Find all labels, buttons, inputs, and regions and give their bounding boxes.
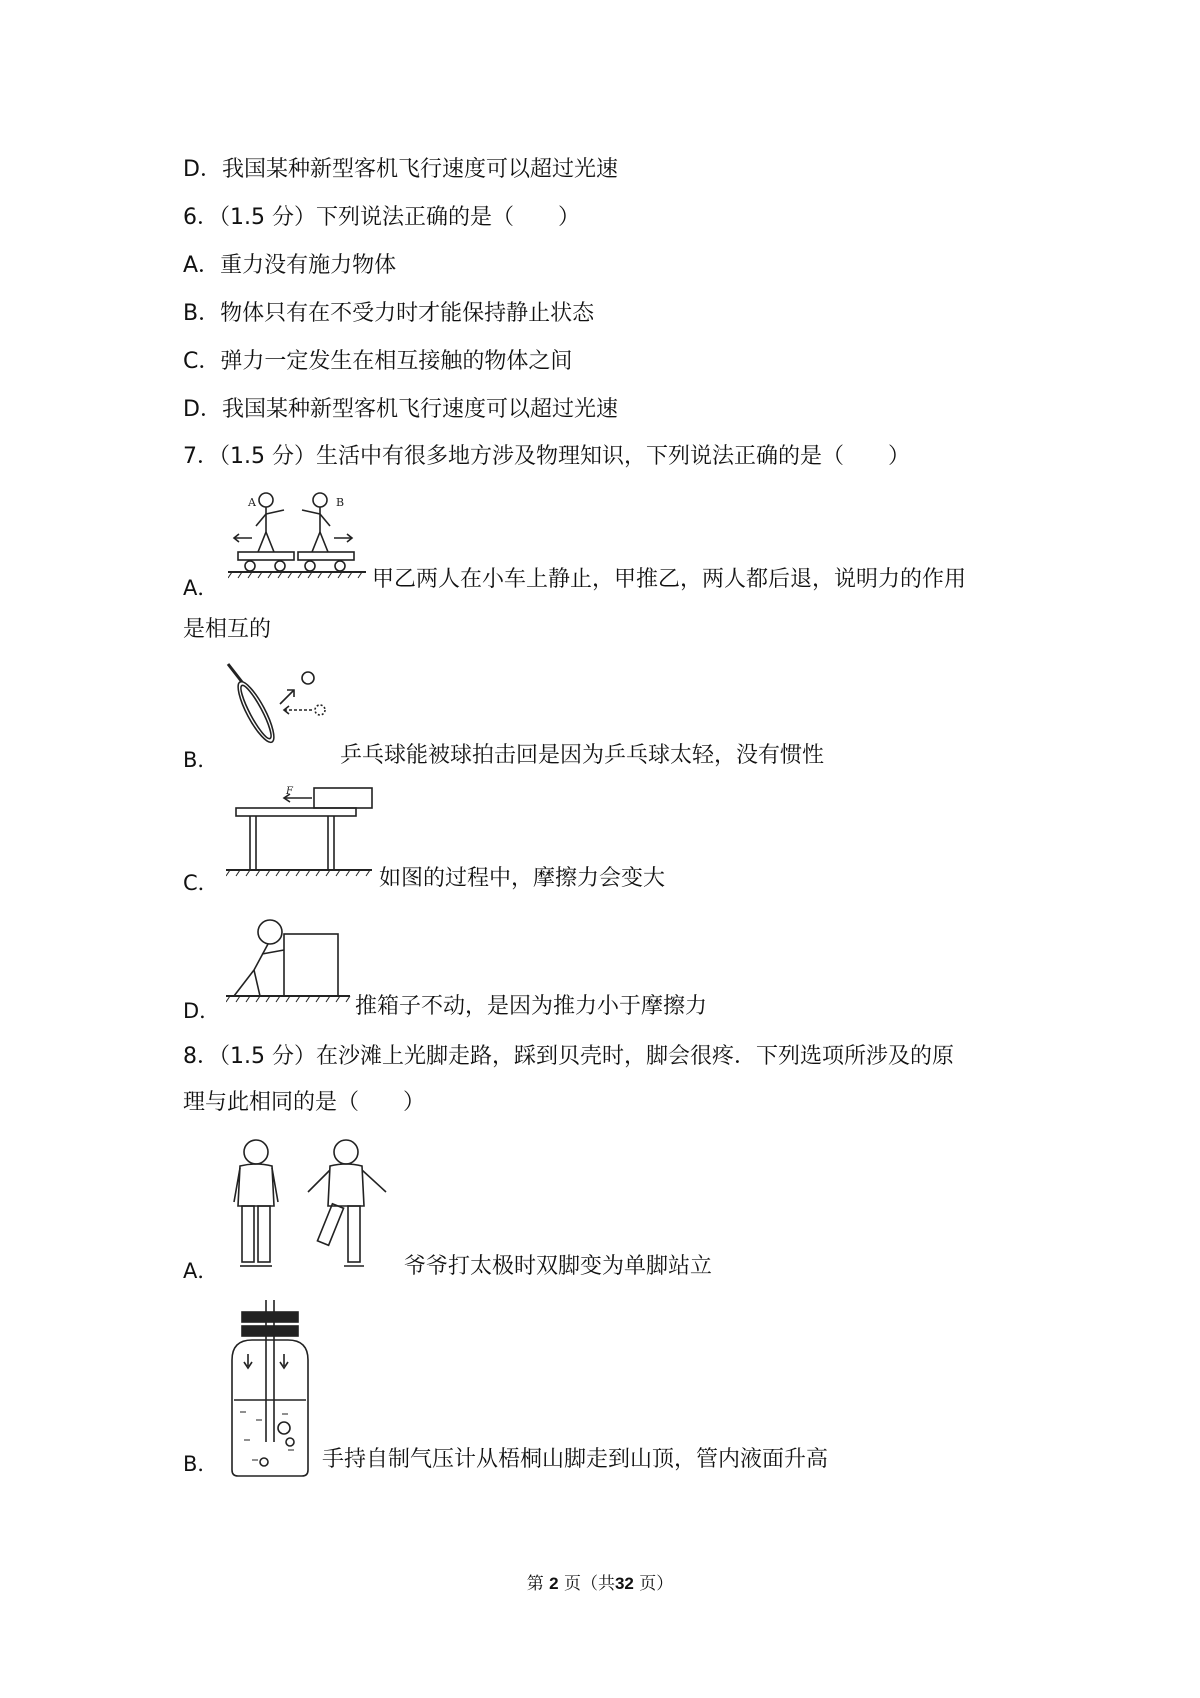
option-text: 重力没有施力物体 (220, 253, 397, 278)
page-footer (0, 1569, 1200, 1594)
question-8-stem: 8．（1.5 分）在沙滩上光脚走路，踩到贝壳时，脚会很疼．下列选项所涉及的原 (183, 1044, 954, 1069)
q8-option-a-text: 爷爷打太极时双脚变为单脚站立 (404, 1254, 713, 1279)
q6-option-b (183, 299, 594, 329)
q7-option-a-text: 甲乙两人在小车上静止，甲推乙，两人都后退，说明力的作用 (372, 567, 967, 592)
figure-barometer (224, 1300, 324, 1482)
option-label: D． (183, 397, 222, 422)
option-text: 我国某种新型客机飞行速度可以超过光速 (221, 397, 618, 422)
question-7-stem: 7．（1.5 分）生活中有很多地方涉及物理知识，下列说法正确的是（ ） (183, 444, 910, 469)
option-label: B． (183, 301, 221, 326)
figure-label-a: A (248, 496, 256, 509)
footer-total-pages: 32 (614, 1574, 634, 1593)
q7-option-d-label: D． (183, 999, 221, 1023)
footer-mid: 页（共 (563, 1574, 615, 1594)
force-label: F (286, 786, 293, 797)
q7-option-b-text: 乒乓球能被球拍击回是因为乒乓球太轻，没有惯性 (340, 743, 825, 768)
option-text: 物体只有在不受力时才能保持静止状态 (220, 301, 595, 326)
figure-table-box (226, 786, 376, 882)
question-6-stem: 6．（1.5 分）下列说法正确的是（ ） (183, 205, 580, 230)
option-text: 弹力一定发生在相互接触的物体之间 (220, 349, 573, 374)
prev-option-d (183, 155, 618, 185)
figure-paddle-ball (220, 660, 340, 756)
figure-tai-chi (226, 1136, 406, 1272)
q7-option-d-text: 推箱子不动，是因为推力小于摩擦力 (355, 994, 708, 1019)
footer-pre: 第 (526, 1574, 544, 1594)
q8-option-b-text: 手持自制气压计从梧桐山脚走到山顶，管内液面升高 (322, 1447, 829, 1472)
option-label: C． (183, 349, 221, 374)
option-text: 我国某种新型客机飞行速度可以超过光速 (221, 157, 618, 182)
option-label: A． (183, 253, 221, 278)
figure-label-b: B (336, 496, 345, 509)
q8-option-a-label: A． (183, 1259, 219, 1283)
q7-option-c-label: C． (183, 871, 219, 895)
q6-option-d (183, 395, 618, 425)
q7-option-b-label: B． (183, 748, 219, 772)
figure-carts-push (228, 486, 368, 586)
footer-post: 页） (639, 1574, 674, 1594)
figure-push-box (226, 916, 356, 1008)
q7-option-c-text: 如图的过程中，摩擦力会变大 (379, 866, 666, 891)
q8-option-b-label: B． (183, 1452, 219, 1476)
footer-page-number: 2 (549, 1574, 559, 1593)
q7-option-a-label: A． (183, 576, 219, 600)
question-8-stem-cont: 理与此相同的是（ ） (183, 1090, 426, 1115)
q7-option-a-text-cont: 是相互的 (183, 617, 272, 642)
option-label: D． (183, 157, 222, 182)
q6-option-a (183, 251, 396, 281)
q6-option-c (183, 347, 572, 377)
